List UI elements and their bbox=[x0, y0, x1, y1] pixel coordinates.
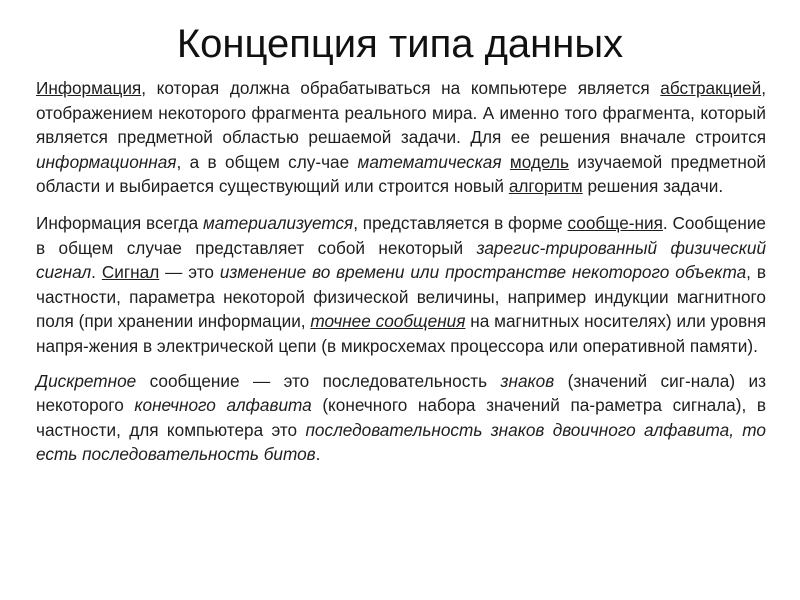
term-algorithm: алгоритм bbox=[508, 176, 583, 197]
text-run: . bbox=[315, 444, 321, 465]
text-run: — это bbox=[159, 262, 220, 283]
text-run: . Сообщение в общем случае представляет собой некоторый bbox=[36, 212, 766, 258]
term-abstraction: абстракцией bbox=[660, 78, 762, 98]
text-run: , которая должна обрабатываться на компьютере является bbox=[141, 78, 661, 98]
slide-title: Концепция типа данных bbox=[176, 22, 624, 66]
text-run: , представляется в форме bbox=[353, 212, 568, 233]
text-run: . bbox=[91, 262, 102, 283]
text-run: Информация всегда bbox=[36, 212, 203, 233]
term-materializes: материализуется bbox=[203, 212, 354, 233]
text-run: , в частности, параметра некоторой физической величины, например индукции магнитного поля (при хранении информации, bbox=[36, 262, 766, 332]
term-signs: знаков bbox=[500, 370, 555, 391]
text-run: (значений сиг-нала) из некоторого bbox=[36, 370, 766, 416]
term-binary-sequence: последовательность знаков двоичного алфавита, то есть последовательность битов bbox=[36, 419, 766, 465]
term-message: сообще-ния bbox=[567, 212, 663, 233]
text-run: решения задачи. bbox=[582, 176, 724, 197]
text-run: , а в общем слу-чае bbox=[176, 151, 358, 172]
term-mathematical: математическая bbox=[357, 151, 502, 172]
text-run: , отображением некоторого фрагмента реального мира. А именно того фрагмента, который является предметной областью решаемой задачи. Для ее решения вначале строится bbox=[36, 78, 766, 148]
term-informational: информационная bbox=[36, 151, 177, 172]
term-discrete: Дискретное bbox=[36, 370, 137, 391]
text-run: (конечного набора значений па-раметра сигнала), в частности, для компьютера это bbox=[36, 395, 766, 440]
text-run: сообщение — это последовательность bbox=[136, 370, 501, 391]
paragraph-discrete-message bbox=[36, 369, 766, 467]
paragraph-information-abstraction bbox=[36, 76, 766, 199]
term-finite-alphabet: конечного алфавита bbox=[134, 395, 312, 416]
text-run: изучаемой предметной области и выбирается существующий или строится новый bbox=[36, 151, 766, 197]
term-model: модель bbox=[509, 151, 569, 172]
term-information: Информация bbox=[36, 78, 142, 98]
slide-body bbox=[36, 76, 766, 467]
term-signal: Сигнал bbox=[101, 262, 160, 283]
paragraph-message-signal bbox=[36, 211, 766, 359]
term-more-precisely-message: точнее сообщения bbox=[310, 311, 466, 332]
term-registered-signal: зарегис-трированный физический сигнал bbox=[36, 237, 766, 283]
text-run bbox=[502, 152, 510, 172]
term-change-in-time: изменение во времени или пространстве некоторого объекта bbox=[219, 262, 747, 283]
text-run: на магнитных носителях) или уровня напря-жения в электрической цепи (в микросхемах процессора или оперативной памяти). bbox=[36, 311, 767, 356]
